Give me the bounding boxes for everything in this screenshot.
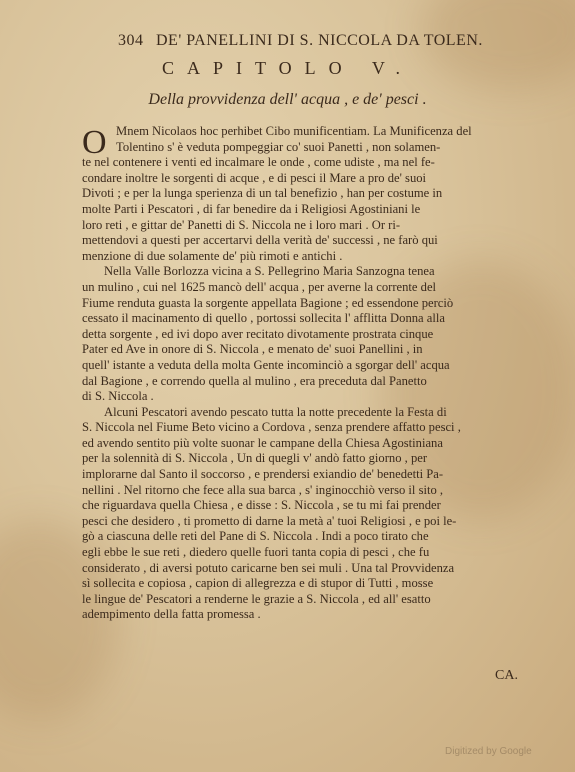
text-line: cessato il macinamento di quello , portossi sollecita l' afflitta Donna alla [82,311,445,326]
paragraph [82,405,538,623]
text-line: Pater ed Ave in onore di S. Niccola , e menato de' suoi Panellini , in [82,342,423,357]
text-line: molte Parti i Pescatori , di far benedire da i Religiosi Agostiniani le [82,201,421,216]
chapter-subtitle: Della provvidenza dell' acqua , e de' pesci . [148,91,427,108]
watermark: Digitized by Google [445,746,532,757]
text-line: te nel contenere i venti ed incalmare le onde , come udiste , ma nel fe- [82,155,435,170]
text-line: loro reti , e gittar de' Panetti di S. Niccola ne i loro mari . Or ri- [82,217,401,232]
text-line: che riguardava quella Chiesa , e disse : S. Niccola , se tu mi fai prender [82,498,441,513]
catchword: CA. [495,668,518,683]
text-line: gò a ciascuna delle reti del Pane di S. Niccola . Indi a poco tirato che [82,529,429,544]
text-line: menzione di due solamente de' più rimoti e antichi . [82,248,343,263]
text-line: un mulino , cui nel 1625 mancò dell' acqua , per averne la corrente del [82,279,437,294]
text-line: mettendovi a questi per accertarvi della verità de' successi , ne farò qui [82,233,438,248]
text-line: quell' istante a veduta della molta Gente incominciò a sgorgar dell' acqua [82,357,450,372]
running-title: DE' PANELLINI DI S. NICCOLA DA TOLEN. [156,32,483,49]
chapter-title: CAPITOLO V. [161,58,414,78]
drop-cap-initial: O [82,124,107,161]
text-line: Nella Valle Borlozza vicina a S. Pellegrino Maria Sanzogna tenea [104,264,435,279]
text-line: dal Bagione , e correndo quella al mulino , era preceduta dal Panetto [82,373,427,388]
text-line: di S. Niccola . [82,389,154,404]
text-line: Tolentino s' è veduta pompeggiar co' suoi Panetti , non solamen- [116,139,441,154]
running-header [118,32,518,50]
text-line: Fiume renduta guasta la sorgente appellata Bagione ; ed essendone perciò [82,295,454,310]
text-line: le lingue de' Pescatori a renderne le grazie a S. Niccola , ed all' esatto [82,591,431,606]
text-line: Divoti ; e per la lunga sperienza di un tal benefizio , han per costume in [82,186,443,201]
text-line: detta sorgente , ed ivi dopo aver recitato divotamente prostrata cinque [82,326,434,341]
text-line: egli ebbe le sue reti , diedero quelle fuori tanta copia di pesci , che fu [82,545,430,560]
paragraph [82,264,538,404]
text-line: ed avendo sentito più volte suonar le campane della Chiesa Agostiniana [82,435,443,450]
main-text [82,124,538,623]
text-line: per la solennità di S. Niccola , Un di quegli v' andò fatto giorno , per [82,451,428,466]
text-line: pesci che desidero , ti prometto di darne la metà a' tuoi Religiosi , e poi le- [82,513,457,528]
text-line: condare inoltre le sorgenti di acque , e di pesci il Mare a pro de' suoi [82,170,427,185]
text-line: S. Niccola nel Fiume Beto vicino a Cordova , senza prendere affatto pesci , [82,420,461,435]
text-line: implorarne dal Santo il soccorso , e prendersi exiandio de' benedetti Pa- [82,467,444,482]
text-line: adempimento della fatta promessa . [82,607,261,622]
text-line: Alcuni Pescatori avendo pescato tutta la notte precedente la Festa di [104,404,447,419]
paragraph [82,124,538,264]
text-line: sì sollecita e copiosa , capion di allegrezza e di stupor di Tutti , mosse [82,576,434,591]
text-line: considerato , di aversi potuto caricarne ben sei muli . Una tal Provvidenza [82,560,455,575]
text-line: nellini . Nel ritorno che fece alla sua barca , s' inginocchiò verso il sito , [82,482,444,497]
page-number: 304 [118,32,144,49]
text-line: Mnem Nicolaos hoc perhibet Cibo munificentiam. La Munificenza del [116,124,472,138]
